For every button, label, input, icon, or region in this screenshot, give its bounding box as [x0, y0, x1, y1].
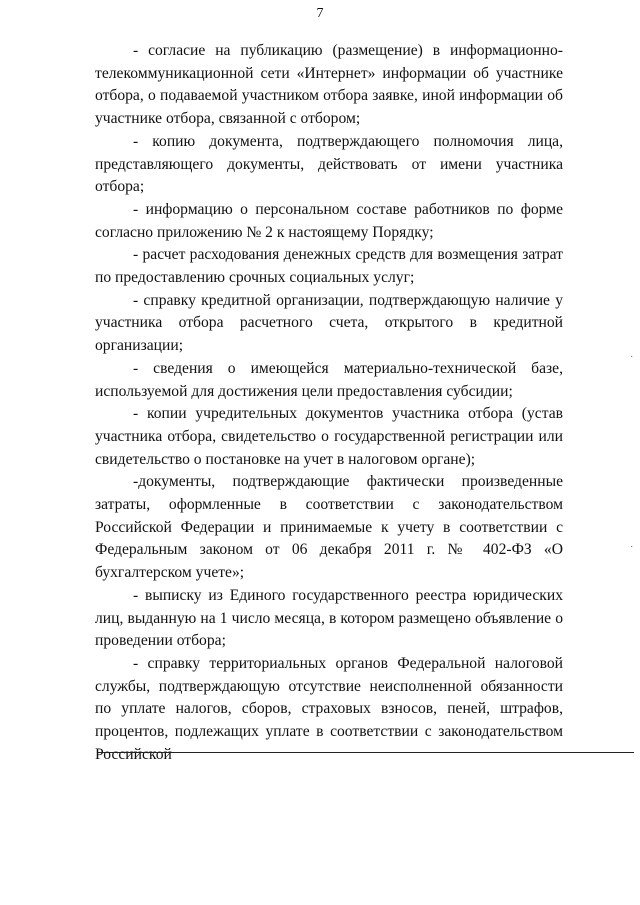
page-number: 7 — [316, 6, 324, 21]
list-item: - сведения о имеющейся материально-технической базе, используемой для достижения цели предоставления субсидии; — [95, 359, 563, 400]
page-bottom-rule — [98, 752, 634, 753]
list-item: - расчет расходования денежных средств для возмещения затрат по предоставлению срочных социальных услуг; — [95, 246, 563, 287]
list-item: - информацию о персональном составе работников по форме согласно приложению № 2 к настоящему Порядку; — [95, 200, 563, 241]
list-item: - справку кредитной организации, подтверждающую наличие у участника отбора расчетного счета, открытого в кредитной организации; — [95, 291, 563, 355]
list-item: - копии учредительных документов участника отбора (устав участника отбора, свидетельство о государственной регистрации или свидетельство о постановке на учет в налоговом органе); — [95, 405, 563, 468]
list-item: - копию документа, подтверждающего полномочия лица, представляющего документы, действовать от имени участника отбора; — [95, 132, 563, 196]
list-item: - выписку из Единого государственного реестра юридических лиц, выданную на 1 число месяца, в котором размещено объявление о проведении отбора; — [95, 586, 563, 650]
list-item: - согласие на публикацию (размещение) в информационно-телекоммуникационной сети «Интернет» информации об участнике отбора, о подаваемой участником отбора заявке, иной информации об участнике отбора, связанной с отбором; — [95, 42, 563, 128]
scan-mark: ˙ — [630, 355, 634, 366]
list-item: - справку территориальных органов Федеральной налоговой службы, подтверждающую отсутствие неисполненной обязанности по уплате налогов, сборов, страховых взносов, пеней, штрафов, процентов, подлежащих уплате в соответствии с законодательством Российской — [95, 654, 563, 763]
list-item: -документы, подтверждающие фактически произведенные затраты, оформленные в соответствии с законодательством Российской Федерации и принимаемые к учету в соответствии с Федеральным законом от 06 декабря 2011 г. № 402-ФЗ «О бухгалтерском учете»; — [95, 473, 563, 582]
document-body — [95, 40, 563, 767]
scan-mark: ˙ — [630, 545, 634, 556]
